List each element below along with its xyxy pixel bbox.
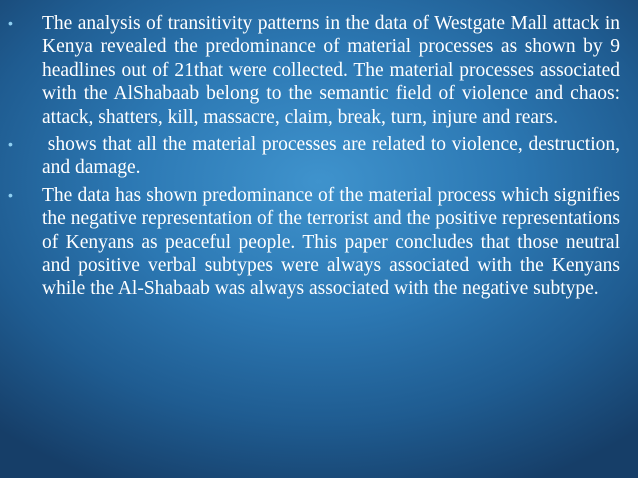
- bullet-marker: •: [8, 136, 13, 153]
- bullet-text: The analysis of transitivity patterns in the data of Westgate Mall attack in Kenya revealed the predominance of material processes as shown by 9 headlines out of 21that were collected. The material processes associated with the AlShabaab belong to the semantic field of violence and chaos: attack, shatters, kill, massacre, claim, break, turn, injure and rears.: [42, 13, 620, 128]
- bullet-text: The data has shown predominance of the material process which signifies the negative representation of the terrorist and the positive representations of Kenyans as peaceful people. This paper concludes that those neutral and positive verbal subtypes were always associated with the Kenyans while the Al-Shabaab was always associated with the negative subtype.: [42, 184, 620, 300]
- bullet-item-1: [8, 12, 620, 129]
- bullet-marker: •: [8, 15, 13, 31]
- bullet-marker: •: [8, 186, 13, 203]
- bullet-list: [8, 12, 625, 305]
- bullet-item-2: [8, 133, 625, 180]
- bullet-text: shows that all the material processes are related to violence, destruction, and damage.: [42, 134, 625, 179]
- bullet-item-3: [8, 184, 620, 301]
